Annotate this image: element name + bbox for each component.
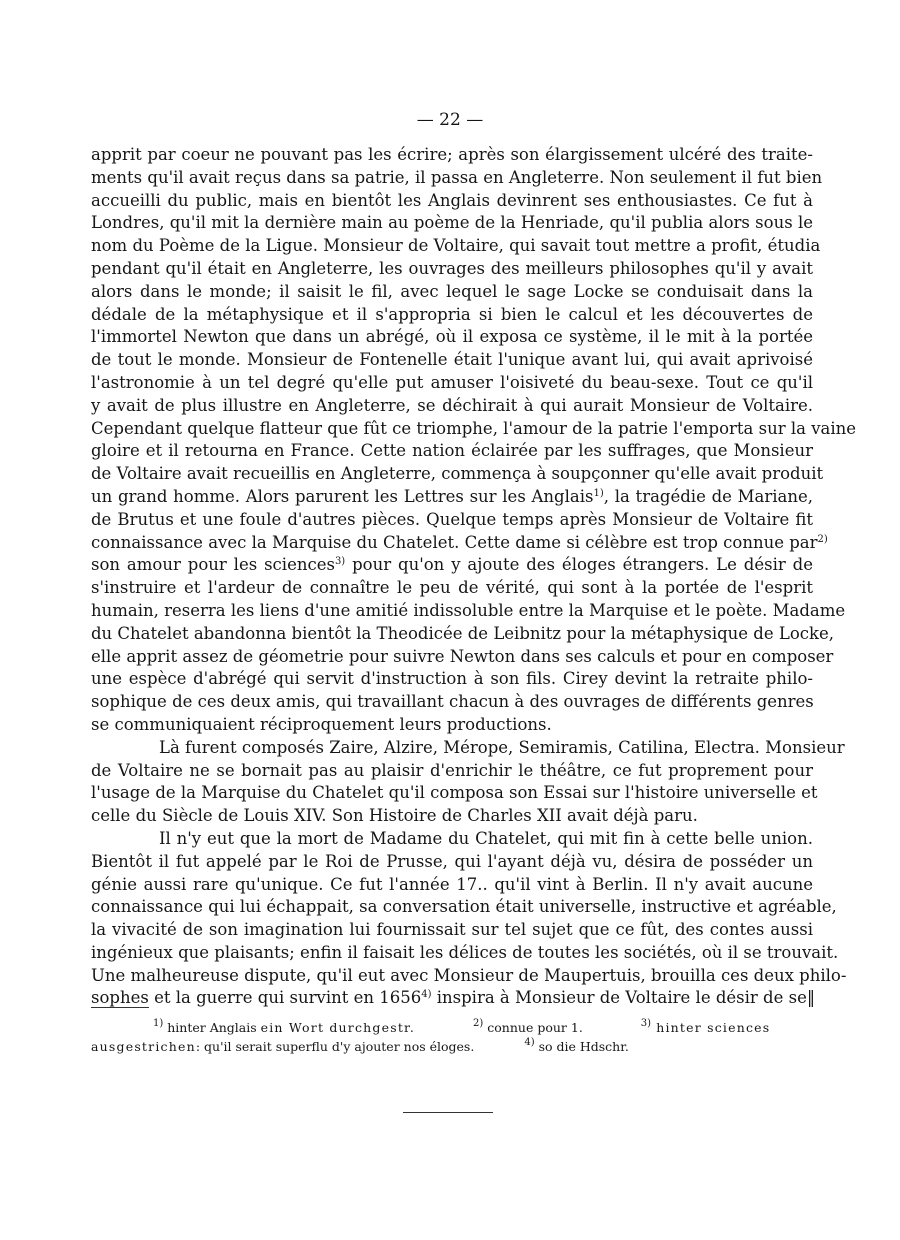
text-line: Une malheureuse dispute, qu'il eut avec Monsieur de Maupertuis, brouilla ces deux philo- [91, 965, 847, 985]
footnote-ref: 3) [334, 556, 346, 568]
footnote-text: ein Wort durchgestr. [260, 1020, 416, 1035]
text-line: de tout le monde. Monsieur de Fontenelle était l'unique avant lui, qui avait aprivoisé [91, 350, 813, 370]
text-line: de Brutus et une foule d'autres pièces. Quelque temps après Monsieur de Voltaire fit [91, 509, 813, 529]
text-segment: son amour pour les sciences [91, 555, 335, 575]
text-line: génie aussi rare qu'unique. Ce fut l'année 17.. qu'il vint à Berlin. Il n'y avait aucune [91, 874, 813, 894]
footnote-ref: 1) [593, 487, 604, 499]
text-line: l'astronomie à un tel degré qu'elle put amuser l'oisiveté du beau-sexe. Tout ce qu'il [91, 372, 813, 392]
text-line: de Voltaire avait recueillis en Angleterre, commença à soupçonner qu'elle avait produit [91, 464, 824, 484]
text-line: celle du Siècle de Louis XIV. Son Histoire de Charles XII avait déjà paru. [91, 806, 698, 826]
text-line: alors dans le monde; il saisit le fil, avec lequel le sage Locke se conduisait dans la [91, 281, 813, 301]
text-line: gloire et il retourna en France. Cette nation éclairée par les suffrages, que Monsieur [91, 441, 813, 461]
text-line: humain, reserra les liens d'une amitié indissoluble entre la Marquise et le poète. Madame [91, 600, 846, 620]
footnote-ref: 4) [421, 989, 432, 1001]
end-divider [403, 1112, 493, 1113]
page-number: — 22 — [416, 110, 484, 130]
footnote-line [91, 1037, 813, 1056]
footnote-text: hinter Anglais [163, 1020, 261, 1035]
text-line: y avait de plus illustre en Angleterre, se déchirait à qui aurait Monsieur de Voltaire. [91, 395, 813, 415]
text-line: se communiquaient réciproquement leurs productions. [91, 714, 552, 734]
text-line-with-footnote [91, 532, 828, 555]
footnote-marker: 1) [153, 1018, 164, 1029]
text-segment: sophes et la guerre qui survint en 1656 [91, 988, 422, 1008]
text-line: l'usage de la Marquise du Chatelet qu'il composa son Essai sur l'histoire universelle et [91, 783, 818, 803]
footnote-text: : qu'il serait superflu d'y ajouter nos éloges. [195, 1039, 475, 1054]
footnote-text: so die Hdschr. [534, 1039, 629, 1054]
text-line-with-footnote [91, 486, 813, 509]
main-text [91, 144, 857, 1010]
text-line: la vivacité de son imagination lui fournissait sur tel sujet que ce fût, des contes aussi [91, 920, 813, 940]
footnote-marker: 4) [524, 1037, 535, 1048]
text-line: sophique de ces deux amis, qui travaillant chacun à des ouvrages de différents genres [91, 692, 814, 712]
text-line: accueilli du public, mais en bientôt les Anglais devinrent ses enthousiastes. Ce fut à [91, 190, 813, 210]
footnote-text: ausgestrichen [91, 1039, 196, 1054]
text-line: apprit par coeur ne pouvant pas les écrire; après son élargissement ulcéré des traite- [91, 145, 813, 164]
paragraph-first-line: Il n'y eut que la mort de Madame du Chatelet, qui mit fin à cette belle union. [159, 828, 813, 848]
text-line: de Voltaire ne se bornait pas au plaisir d'enrichir le théâtre, ce fut proprement pour [91, 760, 813, 780]
footnote-divider [91, 1007, 149, 1008]
footnote-ref: 2) [817, 533, 828, 545]
text-line: elle apprit assez de géometrie pour suivre Newton dans ses calculs et pour en composer [91, 646, 834, 666]
footnote-marker: 2) [473, 1018, 484, 1029]
text-segment: pour qu'on y ajoute des éloges étrangers. Le désir de [345, 555, 813, 575]
text-line: nom du Poème de la Ligue. Monsieur de Voltaire, qui savait tout mettre a profit, étudia [91, 236, 821, 256]
footnotes [91, 1018, 813, 1056]
text-line-with-footnote [91, 554, 813, 577]
text-line: une espèce d'abrégé qui servit d'instruction à son fils. Cirey devint la retraite philo- [91, 669, 813, 689]
text-line: pendant qu'il était en Angleterre, les ouvrages des meilleurs philosophes qu'il y avait [91, 258, 813, 278]
text-line: dédale de la métaphysique et il s'appropria si bien le calcul et les découvertes de [91, 304, 813, 324]
text-line: du Chatelet abandonna bientôt la Theodicée de Leibnitz pour la métaphysique de Locke, [91, 623, 835, 643]
text-line: ingénieux que plaisants; enfin il faisait les délices de toutes les sociétés, où il se trouvait. [91, 942, 839, 962]
text-line: connaissance qui lui échappait, sa conversation était universelle, instructive et agréable, [91, 897, 837, 917]
text-line: Bientôt il fut appelé par le Roi de Prusse, qui l'ayant déjà vu, désira de posséder un [91, 851, 813, 871]
text-segment: inspira à Monsieur de Voltaire le désir de se‖ [431, 988, 816, 1008]
text-segment: , la tragédie de Mariane, [603, 486, 813, 506]
footnote-text: hinter sciences [651, 1020, 771, 1035]
text-line: l'immortel Newton que dans un abrégé, où il exposa ce système, il le mit à la portée [91, 327, 813, 347]
paragraph-first-line: Là furent composés Zaire, Alzire, Mérope, Semiramis, Catilina, Electra. Monsieur [159, 737, 845, 757]
text-line: s'instruire et l'ardeur de connaître le peu de vérité, qui sont à la portée de l'esprit [91, 578, 813, 598]
footnote-text: connue pour 1. [483, 1020, 583, 1035]
text-segment: connaissance avec la Marquise du Chatelet. Cette dame si célèbre est trop connue par [91, 532, 818, 552]
footnote-marker: 3) [640, 1018, 652, 1029]
text-line-with-footnote [91, 987, 816, 1010]
text-line: Cependant quelque flatteur que fût ce triomphe, l'amour de la patrie l'emporta sur la vaine [91, 418, 857, 438]
footnote-line [91, 1018, 813, 1037]
text-line: Londres, qu'il mit la dernière main au poème de la Henriade, qu'il publia alors sous le [91, 213, 813, 233]
text-line: ments qu'il avait reçus dans sa patrie, il passa en Angleterre. Non seulement il fut bien [91, 167, 823, 187]
text-segment: un grand homme. Alors parurent les Lettres sur les Anglais [91, 486, 594, 506]
